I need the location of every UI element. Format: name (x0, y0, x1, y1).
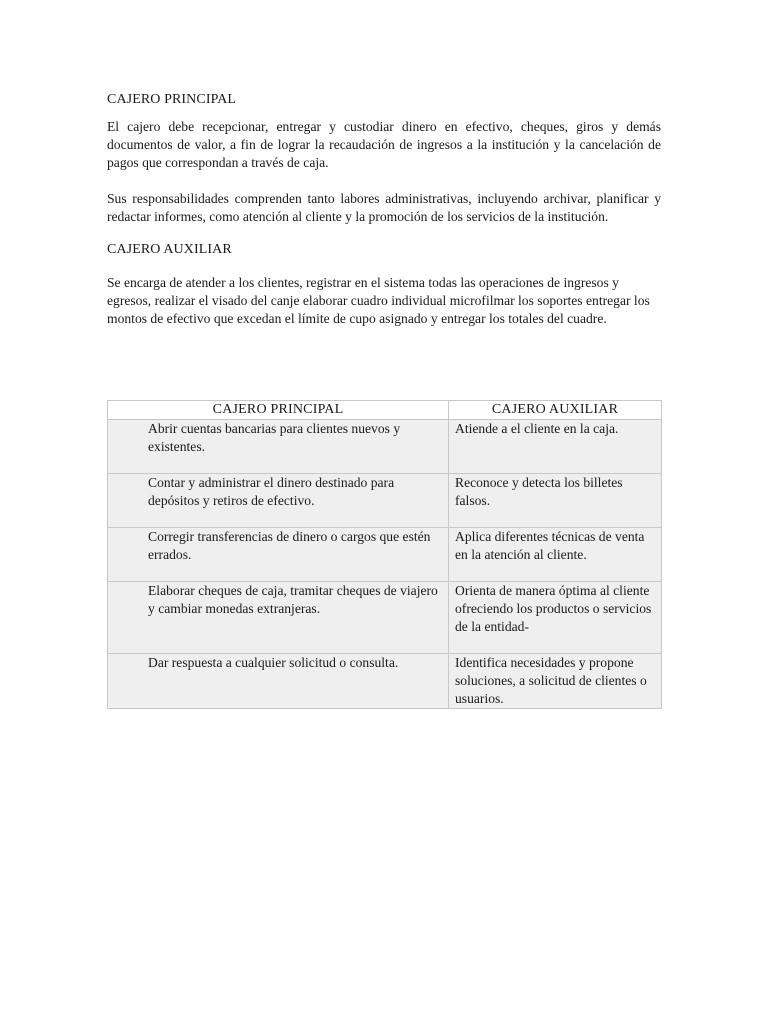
table-row (108, 420, 662, 474)
table-cell-principal: Elaborar cheques de caja, tramitar cheques de viajero y cambiar monedas extranjeras. (108, 582, 449, 654)
table-cell-principal: Abrir cuentas bancarias para clientes nuevos y existentes. (108, 420, 449, 474)
table-cell-principal: Contar y administrar el dinero destinado para depósitos y retiros de efectivo. (108, 474, 449, 528)
table-cell-auxiliar: Identifica necesidades y propone soluciones, a solicitud de clientes o usuarios. (449, 654, 662, 709)
table-row (108, 528, 662, 582)
column-header-principal: CAJERO PRINCIPAL (108, 401, 449, 420)
table-row (108, 654, 662, 709)
table-cell-auxiliar: Orienta de manera óptima al cliente ofreciendo los productos o servicios de la entidad- (449, 582, 662, 654)
table-cell-auxiliar: Reconoce y detecta los billetes falsos. (449, 474, 662, 528)
table-row (108, 474, 662, 528)
paragraph-principal-duties: El cajero debe recepcionar, entregar y custodiar dinero en efectivo, cheques, giros y demás documentos de valor, a fin de lograr la recaudación de ingresos a la institución y la cancelación de pagos que correspondan a través de caja. (107, 119, 661, 170)
document-body (107, 90, 661, 328)
table-cell-principal: Corregir transferencias de dinero o cargos que estén errados. (108, 528, 449, 582)
table-cell-auxiliar: Aplica diferentes técnicas de venta en la atención al cliente. (449, 528, 662, 582)
table-header-row (108, 401, 662, 420)
section-title-cajero-auxiliar: CAJERO AUXILIAR (107, 242, 232, 257)
paragraph-principal-responsibilities: Sus responsabilidades comprenden tanto labores administrativas, incluyendo archivar, planificar y redactar informes, como atención al cliente y la promoción de los servicios de la institución. (107, 191, 661, 224)
paragraph-auxiliar-duties: Se encarga de atender a los clientes, registrar en el sistema todas las operaciones de ingresos y egresos, realizar el visado del canje elaborar cuadro individual microfilmar los soportes entregar los montos de efectivo que excedan el límite de cupo asignado y entregar los totales del cuadre. (107, 275, 650, 326)
comparison-table (107, 400, 662, 709)
section-title-cajero-principal: CAJERO PRINCIPAL (107, 92, 237, 107)
table-cell-auxiliar: Atiende a el cliente en la caja. (449, 420, 662, 474)
table-row (108, 582, 662, 654)
column-header-auxiliar: CAJERO AUXILIAR (449, 401, 662, 420)
table-cell-principal: Dar respuesta a cualquier solicitud o consulta. (108, 654, 449, 709)
